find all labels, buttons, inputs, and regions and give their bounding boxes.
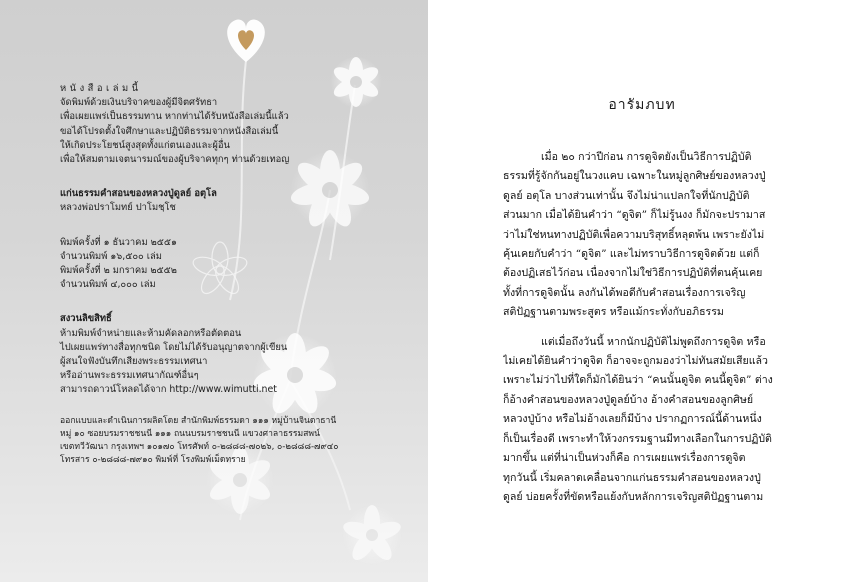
paragraph-line: มากขึ้น แต่ที่น่าเป็นห่วงก็คือ การเผยแพร่เรื่องการดูจิต [503, 452, 746, 465]
book-line: เพื่อให้สมตามเจตนารมณ์ของผู้บริจาคทุกๆ ท่านด้วยเทอญ [60, 154, 290, 166]
book-heading: หนังสือเล่มนี้ [60, 83, 142, 94]
paragraph-line: ว่าไม่ใช่หนทางปฏิบัติเพื่อความบริสุทธิ์หลุดพ้น เพราะยังไม่ [503, 228, 765, 241]
paragraph-line: สติปัฏฐานตามพระสูตร หรือแม้กระทั่งกับอภิธรรม [503, 306, 724, 319]
paragraph-line: หลวงปู่บ้าง หรือไม่อ้างเลยก็มีบ้าง ปรากฏการณ์นี้ด้านหนึ่ง [503, 413, 762, 426]
download-link-line[interactable]: สามารถดาวน์โหลดได้จาก http://www.wimutti.net [60, 384, 277, 396]
paragraph-line: ดูลย์ อตุโล บางส่วนเท่านั้น จึงไม่น่าแปลกใจที่นักปฏิบัติ [503, 189, 750, 202]
paragraph-line: เพราะไม่ว่าไปที่ใดก็มักได้ยินว่า “คนนั้นดูจิต คนนี้ดูจิต” ต่าง [503, 374, 773, 387]
copyright-heading: สงวนลิขสิทธิ์ [60, 313, 112, 325]
paragraph-line: ส่วนมาก เมื่อได้ยินคำว่า “ดูจิต” ก็ไม่รู้นงง ก็มักจะปรามาส [503, 209, 766, 222]
copyright-line: ผู้สนใจฟังบันทึกเสียงพระธรรมเทศนา [60, 356, 208, 368]
publisher-line: เขตทวีวัฒนา กรุงเทพฯ ๑๐๑๗๐ โทรศัพท์ ๐-๒๘๘๘-๗๐๒๖, ๐-๒๘๘๘-๗๙๔๐ [60, 441, 339, 452]
paragraph-line: ก็อ้างคำสอนของหลวงปู่ดูลย์บ้าง อ้างคำสอนของลูกศิษย์ [503, 393, 754, 406]
paragraph-line: แต่เมื่อถึงวันนี้ หากนักปฏิบัติไม่พูดถึงการดูจิต หรือ [541, 335, 766, 348]
book-title: แก่นธรรมคำสอนของหลวงปู่ดูลย์ อตุโล [60, 188, 217, 200]
print-line: จำนวนพิมพ์ ๑๖,๕๐๐ เล่ม [60, 250, 162, 262]
book-line: จัดพิมพ์ด้วยเงินบริจาคของผู้มีจิตศรัทธา [60, 97, 218, 109]
preface-body [503, 148, 818, 507]
print-line: พิมพ์ครั้งที่ ๑ ธันวาคม ๒๕๕๑ [60, 236, 177, 248]
copyright-line: ห้ามพิมพ์จำหน่ายและห้ามคัดลอกหรือตัดตอน [60, 327, 242, 339]
paragraph-line: ไม่เคยได้ยินคำว่าดูจิต ก็อาจจะถูกมองว่าไม่ทันสมัยเสียแล้ว [503, 355, 768, 368]
book-author: หลวงพ่อปราโมทย์ ปาโมชฺโช [60, 202, 176, 214]
paragraph-line: ทุกวันนี้ เริ่มคลาดเคลื่อนจากแก่นธรรมคำสอนของหลวงปู่ [503, 471, 761, 484]
paragraph-line: ธรรมที่รู้จักกันอยู่ในวงแคบ เฉพาะในหมู่ลูกศิษย์ของหลวงปู่ [503, 170, 766, 183]
page-title: อารัมภบท [608, 97, 676, 113]
publisher-line: หมู่ ๑๐ ซอยบรมราชชนนี ๑๑๑ ถนนบรมราชชนนี แขวงศาลาธรรมสพน์ [60, 428, 320, 439]
copyright-line: ไปเผยแพร่ทางสื่อทุกชนิด โดยไม่ได้รับอนุญาตจากผู้เขียน [60, 341, 288, 353]
right-page [428, 0, 856, 582]
paragraph-line: เมื่อ ๒๐ กว่าปีก่อน การดูจิตยังเป็นวิธีการปฏิบัติ [541, 151, 752, 163]
copyright-line: หรืออ่านพระธรรมเทศนากัณฑ์อื่นๆ [60, 370, 199, 382]
book-line: ขอได้โปรดตั้งใจศึกษาและปฏิบัติธรรมจากหนังสือเล่มนี้ [60, 125, 279, 137]
publisher-line: ออกแบบและดำเนินการผลิตโดย สำนักพิมพ์ธรรมดา ๑๑๑ หมู่บ้านจินดาธานี [60, 415, 337, 426]
print-line: จำนวนพิมพ์ ๔,๐๐๐ เล่ม [60, 279, 156, 291]
paragraph-line: ต้องปฏิเสธไว้ก่อน เนื่องจากไม่ใช่วิธีการปฏิบัติที่ตนคุ้นเคย [503, 267, 763, 280]
paragraph-line: ทั้งที่การดูจิตนั้น ลงกันได้พอดีกับคำสอนเรื่องการเจริญ [503, 286, 746, 299]
book-line: ให้เกิดประโยชน์สูงสุดทั้งแก่ตนเองและผู้อื่น [60, 139, 230, 151]
paragraph-line: คุ้นเคยกับคำว่า “ดูจิต” และไม่ทราบวิธีการดูจิตด้วย แต่ก็ [503, 248, 760, 261]
heart-icon [227, 20, 265, 62]
paragraph-line: ดูลย์ บ่อยครั้งที่ขัดหรือแย้งกับหลักการเจริญสติปัฏฐานตาม [503, 490, 764, 503]
paragraph-line: ก็เป็นเรื่องดี เพราะทำให้วงกรรมฐานมีทางเลือกในการปฏิบัติ [503, 432, 772, 445]
imprint-block [60, 82, 420, 467]
publisher-line: โทรสาร ๐-๒๘๘๘-๗๙๑๐ พิมพ์ที่ โรงพิมพ์เม็ดทราย [60, 454, 246, 465]
print-line: พิมพ์ครั้งที่ ๒ มกราคม ๒๕๕๒ [60, 265, 177, 277]
book-line: เพื่อเผยแพร่เป็นธรรมทาน หากท่านได้รับหนังสือเล่มนี้แล้ว [60, 111, 289, 123]
